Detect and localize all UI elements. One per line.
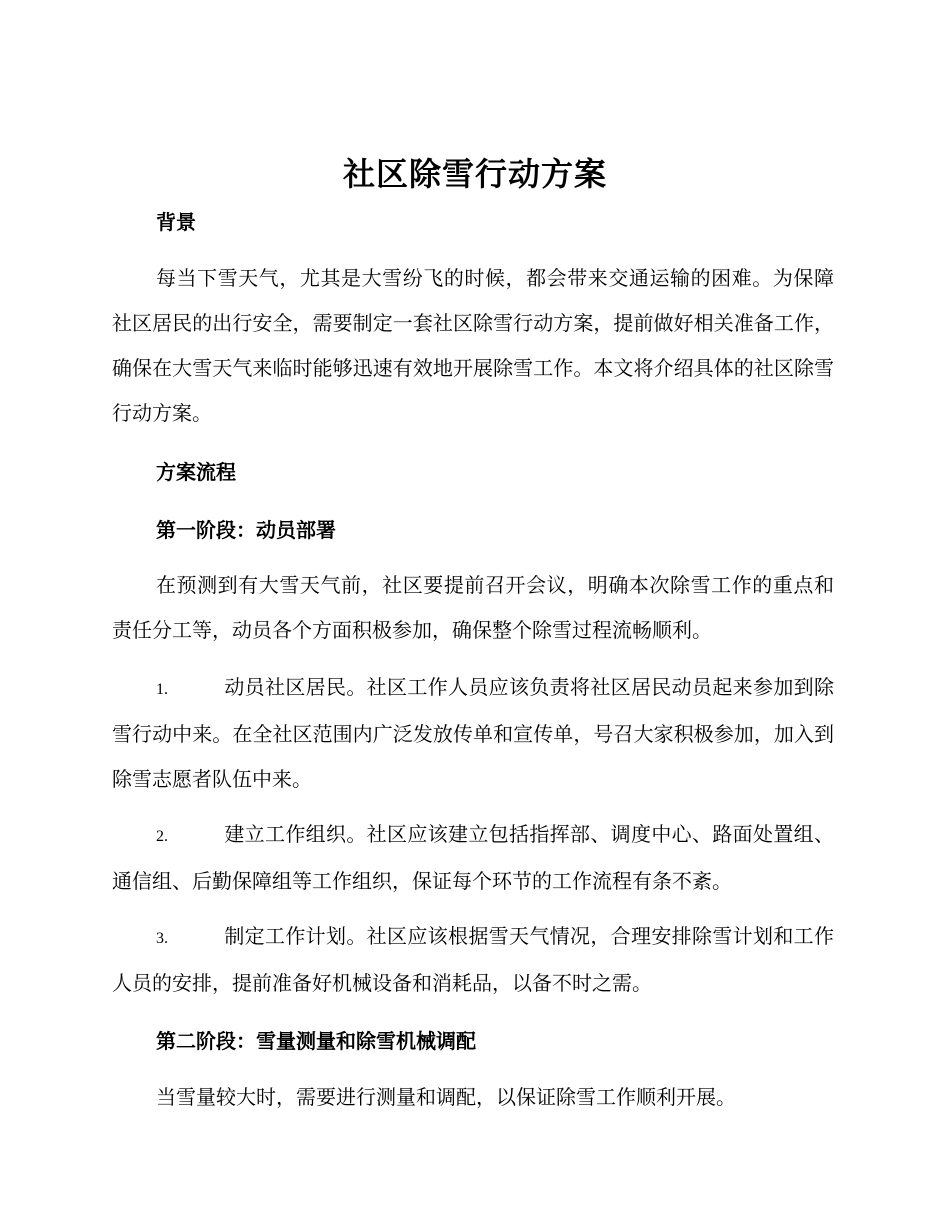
list-item — [112, 812, 834, 904]
list-item — [112, 914, 834, 1006]
list-item-text: 建立工作组织。社区应该建立包括指挥部、调度中心、路面处置组、通信组、后勤保障组等工作组织，保证每个环节的工作流程有条不紊。 — [112, 822, 834, 893]
background-paragraph: 每当下雪天气，尤其是大雪纷飞的时候，都会带来交通运输的困难。为保障社区居民的出行安全，需要制定一套社区除雪行动方案，提前做好相关准备工作，确保在大雪天气来临时能够迅速有效地开展除雪工作。本文将介绍具体的社区除雪行动方案。 — [112, 266, 834, 425]
section-heading-process: 方案流程 — [156, 460, 236, 484]
stage2-heading: 第二阶段：雪量测量和除雪机械调配 — [156, 1029, 476, 1053]
section-heading-background: 背景 — [156, 210, 196, 234]
list-item-number: 3. — [156, 930, 168, 947]
list-item-text: 制定工作计划。社区应该根据雪天气情况，合理安排除雪计划和工作人员的安排，提前准备好机械设备和消耗品，以备不时之需。 — [112, 924, 834, 995]
list-item-number: 1. — [156, 681, 168, 698]
stage1-paragraph: 在预测到有大雪天气前，社区要提前召开会议，明确本次除雪工作的重点和责任分工等，动员各个方面积极参加，确保整个除雪过程流畅顺利。 — [112, 573, 834, 642]
document-title: 社区除雪行动方案 — [342, 155, 607, 193]
stage2-paragraph: 当雪量较大时，需要进行测量和调配，以保证除雪工作顺利开展。 — [156, 1085, 736, 1109]
stage1-heading: 第一阶段：动员部署 — [156, 518, 336, 542]
list-item-text: 动员社区居民。社区工作人员应该负责将社区居民动员起来参加到除雪行动中来。在全社区范围内广泛发放传单和宣传单，号召大家积极参加，加入到除雪志愿者队伍中来。 — [112, 675, 834, 791]
list-item-number: 2. — [156, 828, 168, 845]
list-item — [112, 665, 834, 802]
